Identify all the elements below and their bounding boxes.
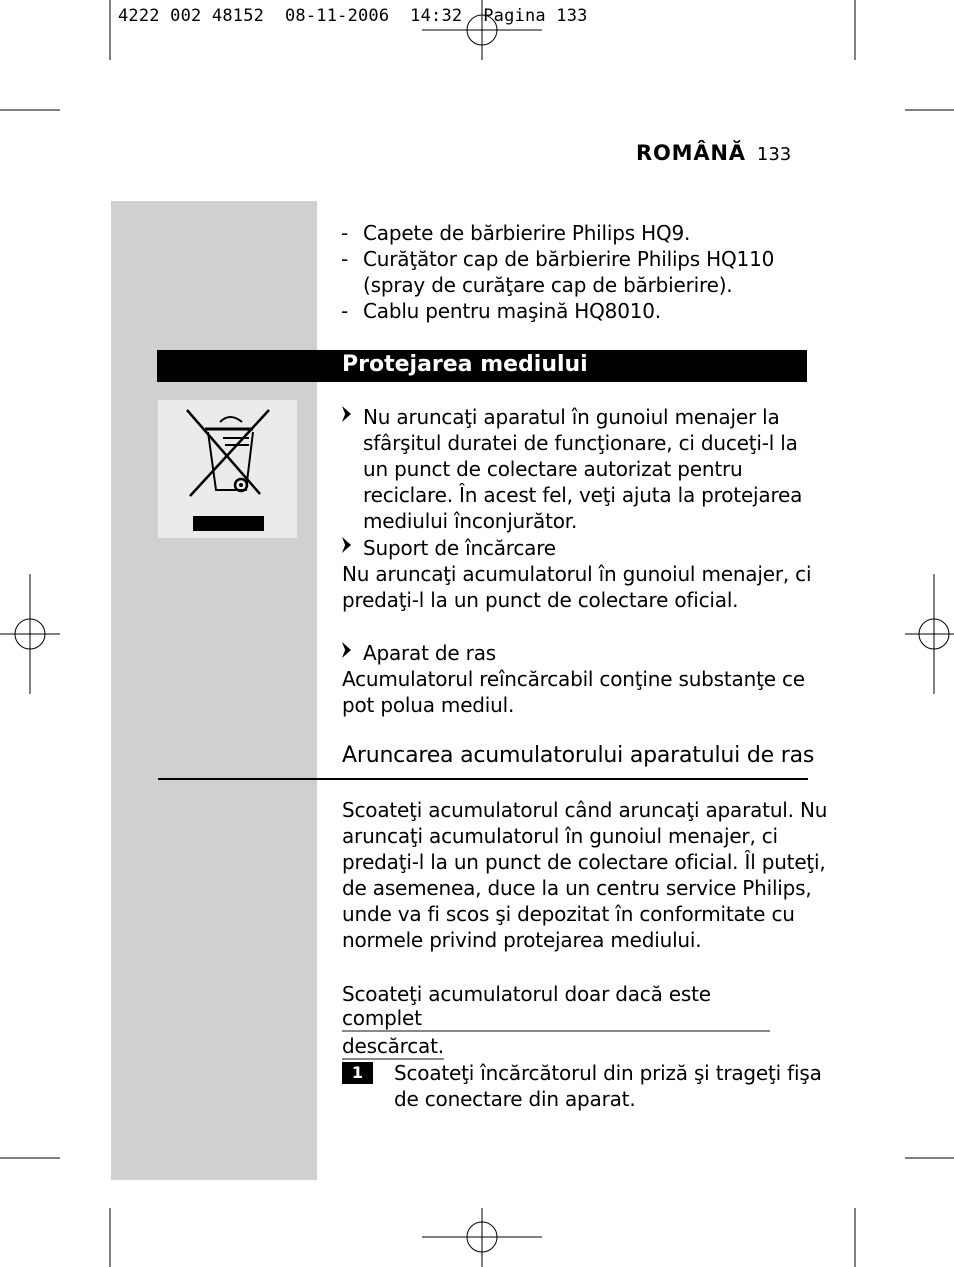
page-number: 133 [756,144,792,165]
section-heading-bar [157,350,807,382]
bullet-arrow-icon [342,406,363,426]
sidebar-column [111,201,317,1180]
list-item: Curăţător cap de bărbierire Philips HQ110 [363,247,775,271]
section-title: Protejarea mediului [342,352,588,377]
subsection-title: Aruncarea acumulatorului aparatului de ras [342,743,815,768]
body-paragraph: Scoateţi acumulatorul când aruncaţi aparatul. Nu aruncaţi acumulatorul în gunoiul menajer, ci predaţi-l la un punct de colectare oficial. Îl puteţi, de asemenea, duce la un centru service Philips, unde va fi scos şi depozitat în conformitate cu normele privind protejarea mediului. [342,798,828,952]
list-item: Cablu pentru maşină HQ8010. [363,299,661,323]
bullet-arrow-icon [342,642,363,662]
subsection-rule [158,778,808,780]
step-number-badge: 1 [342,1062,373,1084]
crossed-out-wheelie-bin-icon [158,400,297,538]
underlined-note: Scoateţi acumulatorul doar dacă este complet descărcat. [342,982,770,1060]
running-header [636,141,791,165]
bullet-label: Suport de încărcare [363,536,556,560]
print-slug: 4222 002 48152 08-11-2006 14:32 Pagina 133 [118,6,588,26]
weee-icon [158,400,297,538]
language-label: ROMÂNĂ [636,141,746,165]
bullet-paragraph: Nu aruncaţi aparatul în gunoiul menajer la sfârşitul duratei de funcţionare, ci duceţi-l la un punct de colectare autorizat pentru reciclare. În acest fel, veţi ajuta la protejarea mediului înconjurător. [363,405,803,533]
bullet-arrow-icon [342,537,363,557]
step-text: Scoateţi încărcătorul din priză şi trageţi fişa de conectare din aparat. [394,1061,822,1111]
body-paragraph: Acumulatorul reîncărcabil conţine substanţe ce pot polua mediul. [342,667,805,717]
list-item-continued: (spray de curăţare cap de bărbierire). [363,273,733,297]
list-item: Capete de bărbierire Philips HQ9. [363,221,691,245]
bullet-label: Aparat de ras [363,641,496,665]
body-paragraph: Nu aruncaţi acumulatorul în gunoiul menajer, ci predaţi-l la un punct de colectare oficial. [342,562,812,612]
